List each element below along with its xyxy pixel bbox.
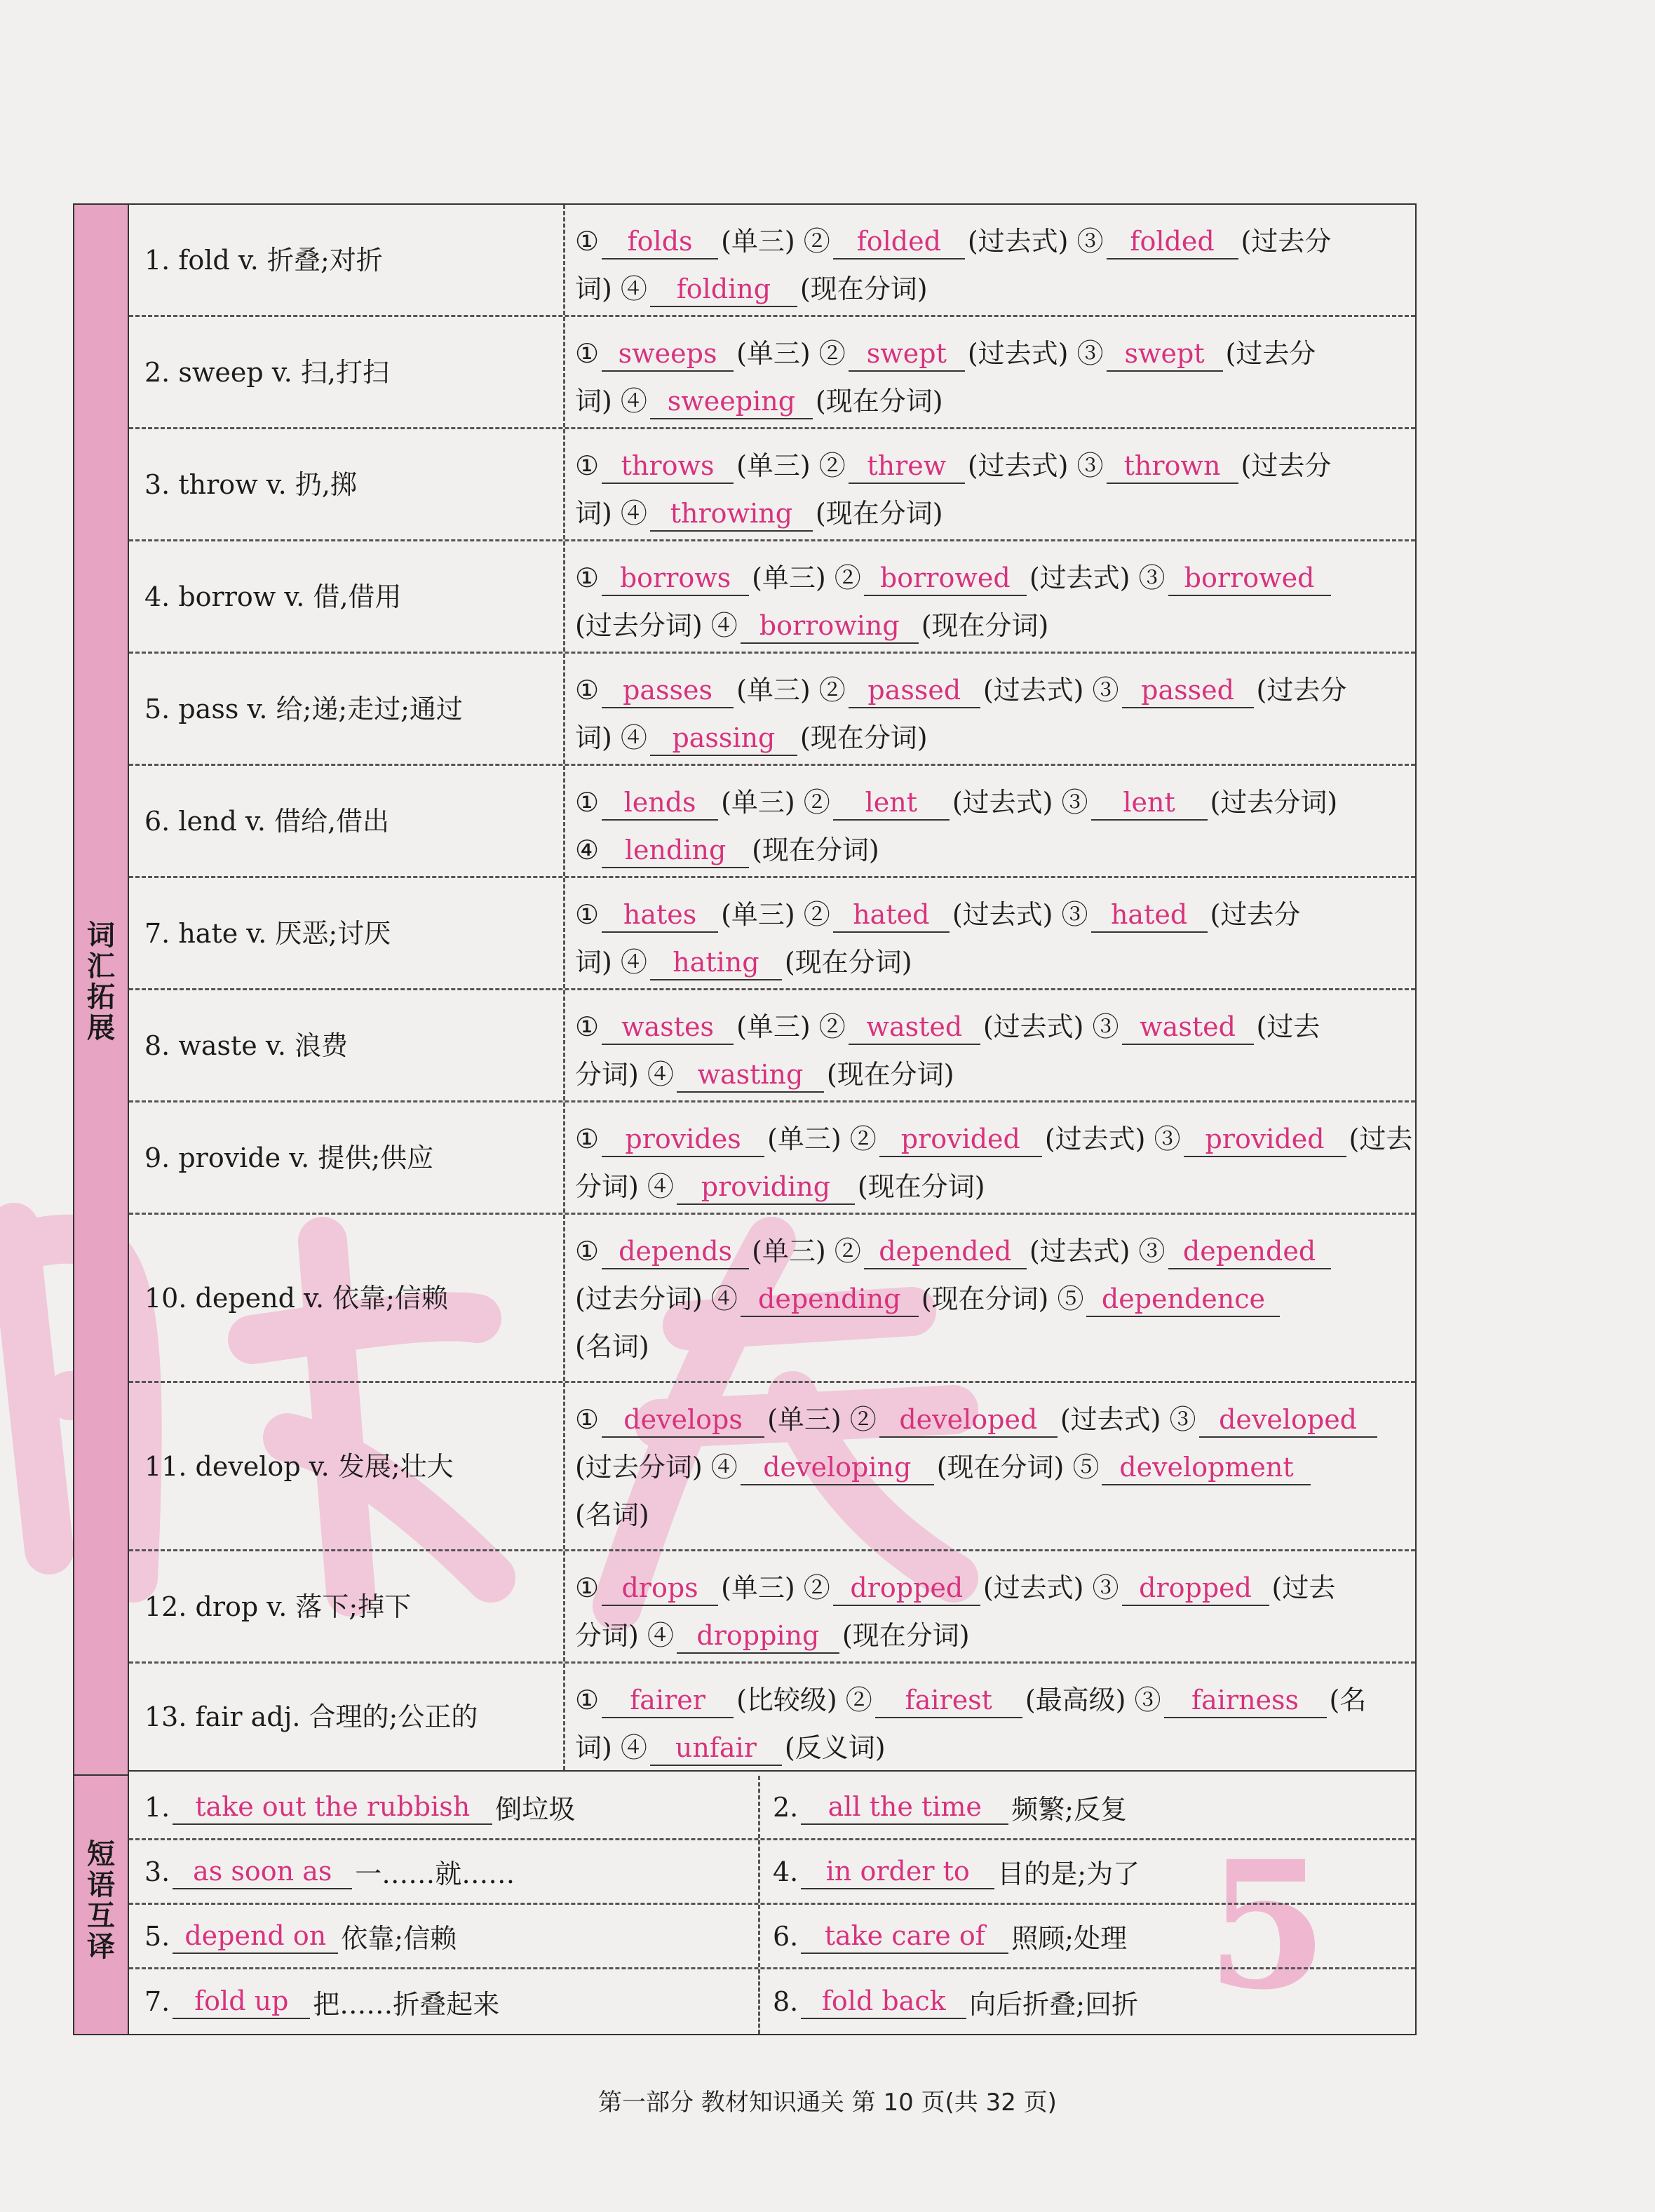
section-label-phrases	[74, 1776, 129, 2034]
phrase-row	[129, 1776, 1415, 1840]
phrase-answer-blank[interactable]: fold up	[173, 1984, 310, 2019]
page-number-decoration: 5	[1206, 1822, 1328, 2028]
form-label: (单三) ②	[721, 1572, 830, 1603]
word-forms-line	[575, 666, 1400, 714]
phrase-number: 6.	[773, 1920, 799, 1952]
vocab-row	[129, 766, 1415, 878]
form-label: ①	[575, 1572, 600, 1603]
answer-blank[interactable]: providing	[677, 1170, 855, 1205]
answer-blank[interactable]: lending	[602, 833, 749, 868]
vocab-word	[129, 990, 565, 1100]
answer-blank[interactable]: folds	[602, 224, 718, 259]
vocab-row	[129, 878, 1415, 990]
form-label: (过去式) ③	[967, 450, 1104, 481]
form-label: (过去分	[1241, 450, 1332, 481]
form-label: (单三) ②	[721, 226, 830, 257]
vocab-word	[129, 1551, 565, 1661]
phrase-answer-blank[interactable]: as soon as	[173, 1854, 352, 1889]
form-label: (过去式) ③	[967, 226, 1104, 257]
answer-blank[interactable]: hated	[833, 898, 950, 933]
word-forms-line	[575, 1491, 1400, 1539]
phrase-meaning: 向后折叠;回折	[969, 1988, 1139, 2020]
vocab-word	[129, 1215, 565, 1381]
vocab-word-text: 8. waste v. 浪费	[144, 1030, 348, 1061]
vocab-word	[129, 541, 565, 652]
form-label: (现在分词)	[815, 386, 943, 417]
word-forms-line	[575, 891, 1400, 938]
form-label: 词) ④	[575, 498, 647, 529]
form-label: ①	[575, 675, 600, 706]
vocab-word-text: 9. provide v. 提供;供应	[144, 1142, 434, 1173]
word-forms	[565, 429, 1415, 537]
form-label: (过去式) ③	[982, 1572, 1119, 1603]
answer-blank[interactable]: throws	[602, 449, 734, 484]
phrase-answer-blank[interactable]: take care of	[801, 1919, 1008, 1954]
vocab-row	[129, 541, 1415, 654]
word-forms-line	[575, 490, 1400, 537]
answer-blank[interactable]: swept	[1107, 337, 1223, 372]
phrase-meaning: 频繁;反复	[1011, 1794, 1128, 1825]
word-forms-line	[575, 1275, 1400, 1323]
answer-blank[interactable]: passes	[602, 673, 734, 708]
answer-blank[interactable]: folded	[1107, 224, 1238, 259]
form-label: (过去	[1349, 1124, 1413, 1154]
word-forms-line	[575, 826, 1400, 874]
phrase-number: 2.	[773, 1791, 799, 1823]
phrase-number: 8.	[773, 1986, 799, 2017]
answer-blank[interactable]: passed	[1122, 673, 1254, 708]
form-label: ①	[575, 1011, 600, 1042]
answer-blank[interactable]: provides	[602, 1122, 764, 1157]
word-forms-line	[575, 265, 1400, 313]
form-label: (名	[1329, 1685, 1367, 1715]
answer-blank[interactable]: swept	[849, 337, 965, 372]
vocab-word	[129, 317, 565, 427]
answer-blank[interactable]: fairer	[602, 1683, 734, 1718]
word-forms	[565, 878, 1415, 986]
form-label: (过去	[1271, 1572, 1336, 1603]
word-forms-line	[575, 1612, 1400, 1659]
vocab-row	[129, 205, 1415, 317]
phrase-item	[129, 1840, 760, 1903]
form-label: (过去式) ③	[1029, 562, 1166, 593]
answer-blank[interactable]: dropped	[1122, 1571, 1269, 1606]
answer-blank[interactable]: sweeping	[650, 384, 813, 419]
answer-blank[interactable]: passed	[849, 673, 980, 708]
word-forms-line	[575, 1003, 1400, 1051]
answer-blank[interactable]: lent	[1091, 785, 1208, 821]
answer-blank[interactable]: dropped	[833, 1571, 980, 1606]
form-label: (过去分	[1225, 338, 1316, 369]
phrase-item	[129, 1776, 760, 1838]
form-label: (现在分词)	[826, 1059, 954, 1090]
vocab-row	[129, 990, 1415, 1102]
word-forms-line	[575, 1396, 1400, 1443]
answer-blank[interactable]: depended	[1168, 1234, 1331, 1269]
word-forms-line	[575, 778, 1400, 826]
answer-blank[interactable]: development	[1102, 1450, 1311, 1485]
answer-blank[interactable]: throwing	[650, 497, 813, 532]
phrase-meaning: 把……折叠起来	[313, 1988, 500, 2020]
phrase-number: 7.	[144, 1986, 170, 2017]
form-label: (最高级) ③	[1025, 1685, 1161, 1715]
vocab-row	[129, 1664, 1415, 1772]
vocab-word-text: 1. fold v. 折叠;对折	[144, 244, 383, 276]
answer-blank[interactable]: lent	[833, 785, 950, 821]
phrase-meaning: 依靠;信赖	[341, 1923, 457, 1954]
form-label: (过去分	[1210, 899, 1301, 930]
vocab-word-text: 13. fair adj. 合理的;公正的	[144, 1701, 478, 1732]
answer-blank[interactable]: passing	[650, 721, 797, 756]
vocab-row	[129, 654, 1415, 766]
phrase-number: 4.	[773, 1856, 799, 1887]
answer-blank[interactable]: fairest	[875, 1683, 1022, 1718]
answer-blank[interactable]: drops	[602, 1571, 718, 1606]
form-label: 分词) ④	[575, 1059, 674, 1090]
phrase-meaning: 一……就……	[355, 1859, 515, 1889]
word-forms-line	[575, 1724, 1400, 1772]
phrase-number: 3.	[144, 1856, 170, 1887]
phrase-row	[129, 1840, 1415, 1905]
answer-blank[interactable]: wasted	[1122, 1010, 1254, 1045]
vocab-word	[129, 878, 565, 988]
answer-blank[interactable]: wasting	[677, 1058, 824, 1093]
form-label: (单三) ②	[736, 338, 846, 369]
vocab-word	[129, 766, 565, 876]
form-label: 词) ④	[575, 386, 647, 417]
word-forms-line	[575, 217, 1400, 265]
form-label: 词) ④	[575, 947, 647, 978]
vocab-word	[129, 1664, 565, 1770]
form-label: ①	[575, 338, 600, 369]
form-label: (现在分词) ⑤	[936, 1452, 1100, 1483]
phrase-item	[760, 1776, 1415, 1838]
form-label: (现在分词)	[799, 274, 928, 304]
answer-blank[interactable]: depended	[864, 1234, 1027, 1269]
answer-blank[interactable]: unfair	[650, 1731, 782, 1766]
vocab-word-text: 2. sweep v. 扫,打扫	[144, 356, 389, 388]
answer-blank[interactable]: sweeps	[602, 337, 734, 372]
answer-blank[interactable]: borrows	[602, 561, 749, 596]
vocab-row	[129, 1383, 1415, 1551]
vocab-word-text: 6. lend v. 借给,借出	[144, 805, 390, 837]
form-label: (名词)	[575, 1331, 649, 1362]
word-forms-line	[575, 1676, 1400, 1724]
vocab-word-text: 12. drop v. 落下;掉下	[144, 1591, 412, 1622]
vocab-word	[129, 654, 565, 764]
word-forms	[565, 205, 1415, 313]
form-label: (单三) ②	[721, 899, 830, 930]
form-label: 分词) ④	[575, 1171, 674, 1202]
word-forms-line	[575, 554, 1400, 602]
form-label: ①	[575, 1124, 600, 1154]
phrase-answer-blank[interactable]: depend on	[173, 1919, 338, 1954]
form-label: (单三) ②	[752, 1236, 861, 1267]
form-label: (现在分词)	[921, 610, 1049, 641]
form-label: (过去分词) ④	[575, 610, 738, 641]
phrase-answer-blank[interactable]: all the time	[801, 1790, 1008, 1825]
form-label: ①	[575, 562, 600, 593]
answer-blank[interactable]: folded	[833, 224, 965, 259]
form-label: ①	[575, 1685, 600, 1715]
form-label: (过去式) ③	[952, 787, 1088, 818]
phrase-row	[129, 1969, 1415, 2034]
word-forms-line	[575, 1443, 1400, 1491]
phrase-meaning: 目的是;为了	[997, 1859, 1140, 1889]
form-label: (反义词)	[784, 1732, 886, 1763]
answer-blank[interactable]: borrowing	[741, 609, 919, 644]
word-forms	[565, 541, 1415, 649]
answer-blank[interactable]: dependence	[1086, 1282, 1280, 1317]
word-forms-line	[575, 602, 1400, 649]
phrase-item	[760, 1969, 1415, 2034]
form-label: (单三) ②	[767, 1404, 877, 1435]
word-forms	[565, 1383, 1415, 1539]
form-label: (比较级) ②	[736, 1685, 872, 1715]
phrase-answer-blank[interactable]: take out the rubbish	[173, 1790, 492, 1825]
phrase-item	[129, 1905, 760, 1967]
word-forms	[565, 1664, 1415, 1772]
answer-blank[interactable]: depends	[602, 1234, 749, 1269]
answer-blank[interactable]: developing	[741, 1450, 934, 1485]
answer-blank[interactable]: dropping	[677, 1619, 839, 1654]
answer-blank[interactable]: fairness	[1164, 1683, 1327, 1718]
form-label: ①	[575, 1404, 600, 1435]
word-forms	[565, 1102, 1415, 1210]
section-title-phrases: 短 语 互 译	[87, 1838, 115, 1963]
vocab-word-text: 7. hate v. 厌恶;讨厌	[144, 917, 391, 949]
form-label: (现在分词)	[857, 1171, 985, 1202]
answer-blank[interactable]: depending	[741, 1282, 919, 1317]
section-title-vocab: 词 汇 拓 展	[87, 919, 115, 1044]
vocab-word-text: 4. borrow v. 借,借用	[144, 581, 402, 612]
answer-blank[interactable]: folding	[650, 272, 797, 307]
form-label: (过去式) ③	[1029, 1236, 1166, 1267]
answer-blank[interactable]: hating	[650, 945, 782, 980]
answer-blank[interactable]: hated	[1091, 898, 1208, 933]
vocab-word-text: 3. throw v. 扔,掷	[144, 468, 357, 500]
word-forms-line	[575, 938, 1400, 986]
phrase-item	[760, 1905, 1415, 1967]
answer-blank[interactable]: developed	[879, 1403, 1058, 1438]
form-label: (过去式) ③	[967, 338, 1104, 369]
answer-blank[interactable]: provided	[879, 1122, 1042, 1157]
form-label: (过去分词) ④	[575, 1452, 738, 1483]
word-forms	[565, 317, 1415, 425]
form-label: 词) ④	[575, 274, 647, 304]
form-label: (现在分词) ⑤	[921, 1283, 1084, 1314]
vocab-row	[129, 429, 1415, 541]
form-label: (现在分词)	[799, 722, 928, 753]
form-label: (现在分词)	[842, 1620, 970, 1651]
form-label: (过去式) ③	[982, 1011, 1119, 1042]
answer-blank[interactable]: wastes	[602, 1010, 734, 1045]
form-label: (过去	[1256, 1011, 1320, 1042]
word-forms	[565, 1215, 1415, 1370]
worksheet-table	[73, 203, 1417, 2035]
word-forms-line	[575, 1051, 1400, 1098]
word-forms-line	[575, 1323, 1400, 1370]
word-forms	[565, 1551, 1415, 1659]
page-footer: 第一部分 教材知识通关 第 10 页(共 32 页)	[598, 2089, 1057, 2117]
phrase-item	[760, 1840, 1415, 1903]
form-label: ①	[575, 450, 600, 481]
form-label: (过去式) ③	[952, 899, 1088, 930]
phrase-meaning: 倒垃圾	[495, 1794, 576, 1825]
answer-blank[interactable]: wasted	[849, 1010, 980, 1045]
vocab-word	[129, 205, 565, 315]
vocab-word-text: 11. develop v. 发展;壮大	[144, 1450, 454, 1482]
word-forms-line	[575, 1564, 1400, 1612]
phrase-answer-blank[interactable]: in order to	[801, 1854, 994, 1889]
vocab-word	[129, 1102, 565, 1213]
word-forms-line	[575, 442, 1400, 490]
form-label: 词) ④	[575, 722, 647, 753]
word-forms-line	[575, 330, 1400, 377]
form-label: (单三) ②	[736, 1011, 846, 1042]
vocab-row	[129, 1551, 1415, 1664]
phrase-row	[129, 1905, 1415, 1969]
form-label: (过去分	[1256, 675, 1347, 706]
phrase-number: 5.	[144, 1920, 170, 1952]
vocab-word-text: 5. pass v. 给;递;走过;通过	[144, 693, 463, 724]
form-label: (过去式) ③	[982, 675, 1119, 706]
word-forms-line	[575, 1227, 1400, 1275]
form-label: (现在分词)	[752, 835, 879, 865]
vocab-row	[129, 1215, 1415, 1383]
form-label: (过去式) ③	[1060, 1404, 1196, 1435]
form-label: (单三) ②	[736, 675, 846, 706]
form-label: 词) ④	[575, 1732, 647, 1763]
vocab-word-text: 10. depend v. 依靠;信赖	[144, 1282, 448, 1314]
form-label: (过去式) ③	[1044, 1124, 1181, 1154]
section-label-vocab	[74, 205, 129, 1776]
word-forms	[565, 766, 1415, 874]
form-label: (现在分词)	[815, 498, 943, 529]
answer-blank[interactable]: lends	[602, 785, 718, 821]
form-label: (过去分	[1241, 226, 1332, 257]
answer-blank[interactable]: threw	[849, 449, 965, 484]
form-label: (现在分词)	[784, 947, 912, 978]
word-forms-line	[575, 1163, 1400, 1210]
form-label: ①	[575, 1236, 600, 1267]
vocab-row	[129, 1102, 1415, 1215]
word-forms	[565, 654, 1415, 762]
answer-blank[interactable]: hates	[602, 898, 718, 933]
vocab-word	[129, 1383, 565, 1549]
form-label: (单三) ②	[721, 787, 830, 818]
form-label: (单三) ②	[752, 562, 861, 593]
vocab-row	[129, 317, 1415, 429]
word-forms-line	[575, 377, 1400, 425]
form-label: ①	[575, 226, 600, 257]
answer-blank[interactable]: develops	[602, 1403, 764, 1438]
phrase-item	[129, 1969, 760, 2034]
form-label: (过去分词)	[1210, 787, 1338, 818]
word-forms-line	[575, 714, 1400, 762]
form-label: 分词) ④	[575, 1620, 674, 1651]
answer-blank[interactable]: thrown	[1107, 449, 1238, 484]
form-label: (单三) ②	[767, 1124, 877, 1154]
form-label: ①	[575, 899, 600, 930]
form-label: (过去分词) ④	[575, 1283, 738, 1314]
answer-blank[interactable]: borrowed	[1168, 561, 1331, 596]
phrase-meaning: 照顾;处理	[1011, 1923, 1128, 1954]
phrase-number: 1.	[144, 1791, 170, 1823]
form-label: ①	[575, 787, 600, 818]
word-forms-line	[575, 1115, 1413, 1163]
form-label: (单三) ②	[736, 450, 846, 481]
phrase-answer-blank[interactable]: fold back	[801, 1984, 966, 2019]
answer-blank[interactable]: borrowed	[864, 561, 1027, 596]
form-label: ④	[575, 835, 600, 865]
word-forms	[565, 990, 1415, 1098]
answer-blank[interactable]: developed	[1199, 1403, 1377, 1438]
vocab-word	[129, 429, 565, 539]
answer-blank[interactable]: provided	[1184, 1122, 1346, 1157]
form-label: (名词)	[575, 1499, 649, 1530]
